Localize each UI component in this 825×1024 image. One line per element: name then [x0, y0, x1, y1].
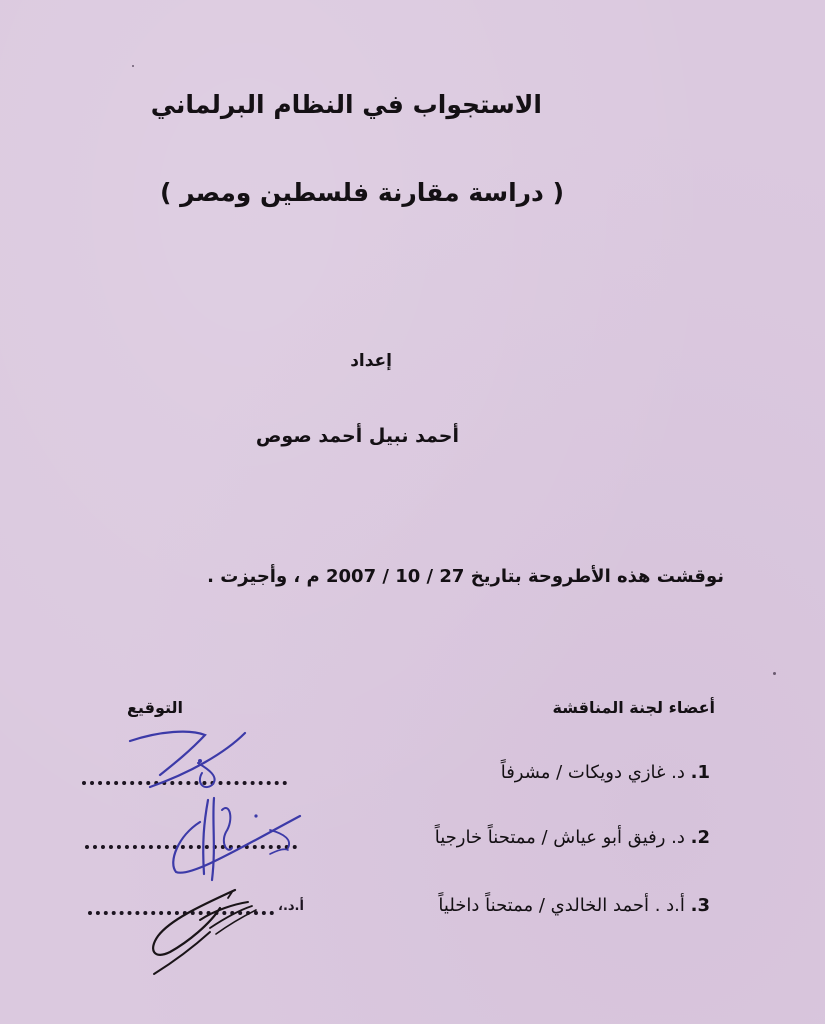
paper-speck	[773, 672, 776, 675]
paper-speck	[132, 65, 134, 67]
prepared-by-label: إعداد	[350, 351, 392, 371]
signature-line-1	[82, 781, 287, 785]
thesis-title: الاستجواب في النظام البرلماني	[150, 90, 542, 119]
member-number: 3.	[690, 895, 710, 916]
committee-member-1	[501, 762, 710, 783]
member-text: أ.د . أحمد الخالدي / ممتحناً داخلياً	[438, 895, 685, 916]
member-number: 1.	[690, 762, 710, 783]
member-text: د. رفيق أبو عياش / ممتحناً خارجياً	[434, 827, 685, 848]
member-text: د. غازي دويكات / مشرفاً	[500, 762, 685, 783]
thesis-subtitle: ( دراسة مقارنة فلسطين ومصر )	[160, 178, 564, 207]
committee-heading: أعضاء لجنة المناقشة	[552, 698, 715, 717]
signature-line-3	[88, 911, 274, 915]
defense-statement: نوقشت هذه الأطروحة بتاريخ 27 / 10 / 2007 م ، وأجيزت .	[207, 566, 724, 587]
committee-member-3	[438, 895, 710, 916]
author-name: أحمد نبيل أحمد صوص	[255, 425, 459, 447]
signature-heading: التوقيع	[127, 698, 183, 717]
member-number: 2.	[690, 827, 710, 848]
signature-3-note: أ.د.،	[278, 899, 304, 914]
committee-member-2	[435, 827, 710, 848]
signature-line-2	[85, 845, 297, 849]
